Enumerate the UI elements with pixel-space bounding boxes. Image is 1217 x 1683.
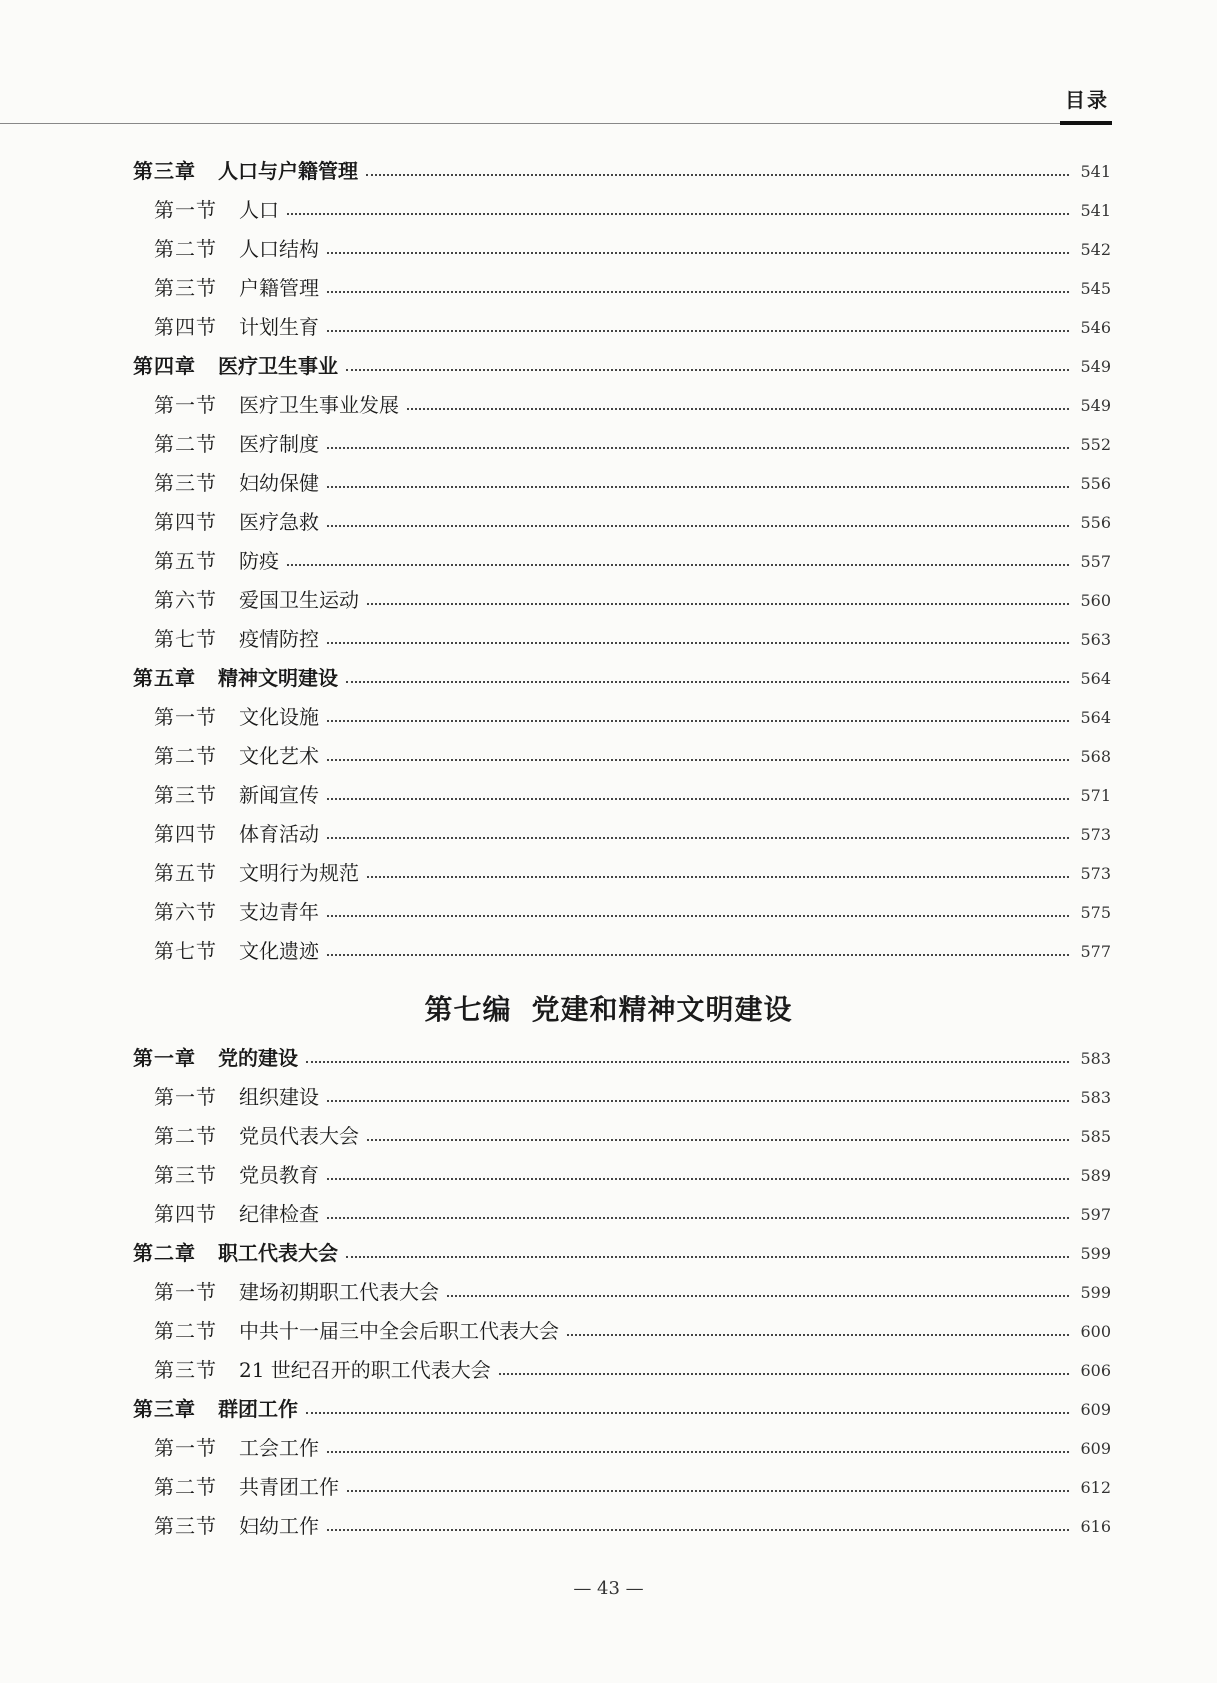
- toc-entry-page: 573: [1080, 864, 1111, 883]
- toc-entry-number: 第三章: [133, 159, 196, 183]
- toc-entry-title: 中共十一届三中全会后职工代表大会: [239, 1319, 559, 1343]
- toc-entry-number: 第三节: [154, 1514, 217, 1538]
- toc-section-entry[interactable]: [133, 457, 1111, 496]
- toc-entry-number: 第二节: [154, 744, 217, 768]
- toc-chapter-entry[interactable]: [133, 1383, 1111, 1422]
- toc-section-entry[interactable]: [133, 886, 1111, 925]
- toc-entry-title: 计划生育: [239, 315, 319, 339]
- dot-leader: [346, 369, 1069, 371]
- toc-section-entry[interactable]: [133, 262, 1111, 301]
- part-title: 党建和精神文明建设: [531, 993, 793, 1026]
- toc-section-entry[interactable]: [133, 1305, 1111, 1344]
- dot-leader: [327, 1178, 1069, 1180]
- toc-section-entry[interactable]: [133, 1110, 1111, 1149]
- toc-list-top: [133, 145, 1111, 964]
- dot-leader: [327, 759, 1069, 761]
- toc-entry-page: 552: [1080, 435, 1111, 454]
- toc-section-entry[interactable]: [133, 808, 1111, 847]
- toc-entry-number: 第四节: [154, 315, 217, 339]
- dot-leader: [327, 291, 1069, 293]
- toc-section-entry[interactable]: [133, 1188, 1111, 1227]
- toc-entry-number: 第四节: [154, 822, 217, 846]
- toc-entry-number: 第二节: [154, 1475, 217, 1499]
- dot-leader: [367, 603, 1069, 605]
- dot-leader: [287, 213, 1069, 215]
- part-heading: [0, 988, 1217, 1028]
- toc-entry-page: 549: [1080, 396, 1111, 415]
- dot-leader: [327, 525, 1069, 527]
- toc-entry-page: 542: [1080, 240, 1111, 259]
- toc-entry-number: 第六节: [154, 900, 217, 924]
- toc-list-bottom: [133, 1032, 1111, 1539]
- toc-entry-title: 职工代表大会: [218, 1241, 338, 1265]
- toc-entry-page: 573: [1080, 825, 1111, 844]
- toc-entry-page: 609: [1080, 1400, 1111, 1419]
- toc-entry-number: 第一节: [154, 393, 217, 417]
- toc-entry-title: 纪律检查: [239, 1202, 319, 1226]
- dot-leader: [327, 1451, 1069, 1453]
- toc-entry-number: 第二章: [133, 1241, 196, 1265]
- toc-entry-page: 589: [1080, 1166, 1111, 1185]
- toc-entry-number: 第一节: [154, 1085, 217, 1109]
- toc-chapter-entry[interactable]: [133, 652, 1111, 691]
- toc-section-entry[interactable]: [133, 379, 1111, 418]
- dot-leader: [287, 564, 1069, 566]
- dot-leader: [327, 1217, 1069, 1219]
- toc-section-entry[interactable]: [133, 1500, 1111, 1539]
- dot-leader: [366, 174, 1069, 176]
- toc-entry-page: 583: [1080, 1088, 1111, 1107]
- toc-entry-title: 爱国卫生运动: [239, 588, 359, 612]
- toc-entry-number: 第五章: [133, 666, 196, 690]
- dot-leader: [367, 1139, 1069, 1141]
- toc-entry-number: 第五节: [154, 861, 217, 885]
- dot-leader: [327, 837, 1069, 839]
- toc-entry-number: 第一章: [133, 1046, 196, 1070]
- toc-entry-title: 新闻宣传: [239, 783, 319, 807]
- toc-section-entry[interactable]: [133, 223, 1111, 262]
- header-rule-accent: [1060, 121, 1112, 125]
- toc-entry-number: 第二节: [154, 237, 217, 261]
- toc-section-entry[interactable]: [133, 418, 1111, 457]
- toc-section-entry[interactable]: [133, 847, 1111, 886]
- toc-entry-title: 工会工作: [239, 1436, 319, 1460]
- toc-section-entry[interactable]: [133, 1461, 1111, 1500]
- toc-entry-page: 575: [1080, 903, 1111, 922]
- toc-entry-number: 第四节: [154, 1202, 217, 1226]
- toc-entry-number: 第四章: [133, 354, 196, 378]
- toc-entry-title: 文明行为规范: [239, 861, 359, 885]
- dot-leader: [447, 1295, 1069, 1297]
- toc-section-entry[interactable]: [133, 1266, 1111, 1305]
- dot-leader: [327, 915, 1069, 917]
- dot-leader: [347, 1490, 1069, 1492]
- toc-entry-title: 医疗卫生事业: [218, 354, 338, 378]
- dot-leader: [327, 798, 1069, 800]
- dot-leader: [327, 252, 1069, 254]
- toc-section-entry[interactable]: [133, 184, 1111, 223]
- toc-entry-page: 612: [1080, 1478, 1111, 1497]
- toc-entry-page: 577: [1080, 942, 1111, 961]
- toc-section-entry[interactable]: [133, 691, 1111, 730]
- toc-entry-number: 第七节: [154, 939, 217, 963]
- toc-entry-page: 599: [1080, 1283, 1111, 1302]
- toc-entry-title: 医疗急救: [239, 510, 319, 534]
- toc-entry-number: 第二节: [154, 432, 217, 456]
- toc-section-entry[interactable]: [133, 613, 1111, 652]
- dot-leader: [346, 1256, 1069, 1258]
- toc-chapter-entry[interactable]: [133, 340, 1111, 379]
- toc-entry-page: 546: [1080, 318, 1111, 337]
- toc-entry-page: 556: [1080, 513, 1111, 532]
- dot-leader: [567, 1334, 1069, 1336]
- toc-section-entry[interactable]: [133, 574, 1111, 613]
- toc-entry-page: 609: [1080, 1439, 1111, 1458]
- toc-entry-title: 户籍管理: [239, 276, 319, 300]
- toc-entry-page: 556: [1080, 474, 1111, 493]
- toc-entry-number: 第三节: [154, 276, 217, 300]
- toc-entry-page: 564: [1080, 669, 1111, 688]
- toc-entry-page: 549: [1080, 357, 1111, 376]
- toc-entry-number: 第二节: [154, 1124, 217, 1148]
- toc-entry-title: 人口与户籍管理: [218, 159, 358, 183]
- toc-entry-title: 人口: [239, 198, 279, 222]
- toc-entry-number: 第一节: [154, 1436, 217, 1460]
- dot-leader: [327, 447, 1069, 449]
- toc-entry-title: 党员代表大会: [239, 1124, 359, 1148]
- dot-leader: [327, 486, 1069, 488]
- toc-section-entry[interactable]: [133, 925, 1111, 964]
- toc-entry-number: 第三节: [154, 1358, 217, 1382]
- toc-entry-title: 组织建设: [239, 1085, 319, 1109]
- toc-section-entry[interactable]: [133, 769, 1111, 808]
- toc-entry-title: 支边青年: [239, 900, 319, 924]
- toc-entry-number: 第四节: [154, 510, 217, 534]
- toc-entry-title: 防疫: [239, 549, 279, 573]
- toc-entry-page: 541: [1080, 162, 1111, 181]
- toc-section-entry[interactable]: [133, 1422, 1111, 1461]
- dot-leader: [327, 954, 1069, 956]
- toc-entry-title: 妇幼工作: [239, 1514, 319, 1538]
- toc-chapter-entry[interactable]: [133, 1032, 1111, 1071]
- toc-entry-page: 599: [1080, 1244, 1111, 1263]
- toc-chapter-entry[interactable]: [133, 1227, 1111, 1266]
- toc-entry-title: 文化遗迹: [239, 939, 319, 963]
- toc-section-entry[interactable]: [133, 1149, 1111, 1188]
- toc-entry-title: 共青团工作: [239, 1475, 339, 1499]
- page-number: — 43 —: [573, 1578, 644, 1599]
- toc-entry-title: 医疗制度: [239, 432, 319, 456]
- toc-entry-page: 560: [1080, 591, 1111, 610]
- toc-section-entry[interactable]: [133, 1071, 1111, 1110]
- toc-entry-page: 597: [1080, 1205, 1111, 1224]
- toc-entry-title: 建场初期职工代表大会: [239, 1280, 439, 1304]
- toc-entry-page: 568: [1080, 747, 1111, 766]
- toc-entry-number: 第一节: [154, 198, 217, 222]
- toc-entry-title: 文化设施: [239, 705, 319, 729]
- dot-leader: [306, 1061, 1069, 1063]
- toc-section-entry[interactable]: [133, 301, 1111, 340]
- toc-entry-page: 571: [1080, 786, 1111, 805]
- toc-entry-title: 党员教育: [239, 1163, 319, 1187]
- toc-entry-page: 583: [1080, 1049, 1111, 1068]
- dot-leader: [327, 330, 1069, 332]
- toc-entry-page: 585: [1080, 1127, 1111, 1146]
- toc-entry-title: 21 世纪召开的职工代表大会: [239, 1358, 491, 1382]
- toc-entry-number: 第三节: [154, 783, 217, 807]
- toc-entry-title: 人口结构: [239, 237, 319, 261]
- toc-chapter-entry[interactable]: [133, 145, 1111, 184]
- dot-leader: [499, 1373, 1069, 1375]
- toc-entry-number: 第六节: [154, 588, 217, 612]
- toc-entry-page: 606: [1080, 1361, 1111, 1380]
- dot-leader: [367, 876, 1069, 878]
- toc-entry-title: 群团工作: [218, 1397, 298, 1421]
- toc-entry-number: 第三节: [154, 1163, 217, 1187]
- dot-leader: [407, 408, 1069, 410]
- toc-entry-page: 563: [1080, 630, 1111, 649]
- toc-entry-number: 第五节: [154, 549, 217, 573]
- toc-section-entry[interactable]: [133, 1344, 1111, 1383]
- toc-entry-title: 文化艺术: [239, 744, 319, 768]
- dot-leader: [327, 1100, 1069, 1102]
- toc-entry-title: 党的建设: [218, 1046, 298, 1070]
- toc-entry-number: 第一节: [154, 1280, 217, 1304]
- toc-entry-number: 第一节: [154, 705, 217, 729]
- toc-section-entry[interactable]: [133, 730, 1111, 769]
- toc-entry-title: 精神文明建设: [218, 666, 338, 690]
- toc-entry-page: 557: [1080, 552, 1111, 571]
- dot-leader: [327, 720, 1069, 722]
- toc-section-entry[interactable]: [133, 496, 1111, 535]
- toc-entry-page: 564: [1080, 708, 1111, 727]
- header-rule: [0, 123, 1110, 124]
- toc-entry-page: 545: [1080, 279, 1111, 298]
- toc-entry-page: 616: [1080, 1517, 1111, 1536]
- toc-entry-title: 医疗卫生事业发展: [239, 393, 399, 417]
- toc-entry-number: 第七节: [154, 627, 217, 651]
- dot-leader: [327, 1529, 1069, 1531]
- dot-leader: [306, 1412, 1069, 1414]
- toc-entry-title: 疫情防控: [239, 627, 319, 651]
- running-header: 目录: [1065, 88, 1109, 112]
- toc-entry-number: 第三章: [133, 1397, 196, 1421]
- toc-entry-title: 体育活动: [239, 822, 319, 846]
- toc-entry-number: 第三节: [154, 471, 217, 495]
- toc-entry-number: 第二节: [154, 1319, 217, 1343]
- part-number: 第七编: [424, 993, 512, 1026]
- toc-entry-title: 妇幼保健: [239, 471, 319, 495]
- toc-entry-page: 600: [1080, 1322, 1111, 1341]
- toc-entry-page: 541: [1080, 201, 1111, 220]
- dot-leader: [327, 642, 1069, 644]
- dot-leader: [346, 681, 1069, 683]
- toc-section-entry[interactable]: [133, 535, 1111, 574]
